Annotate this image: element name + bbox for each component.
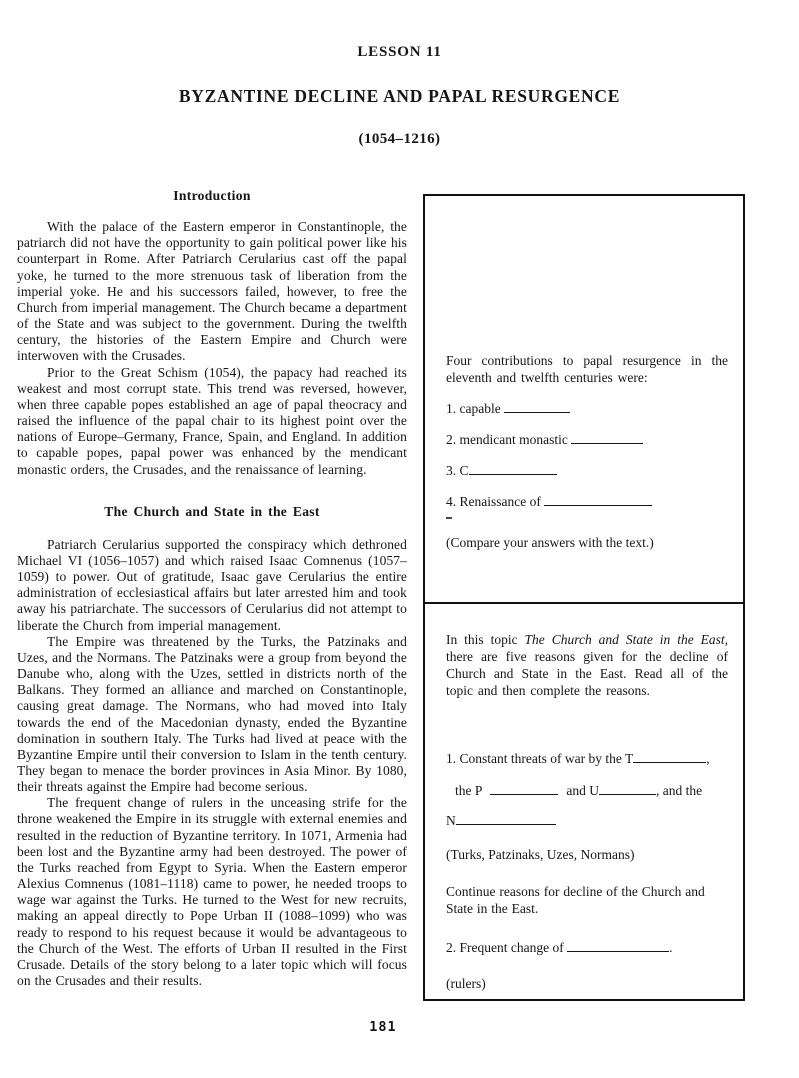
worksheet-item-1-line-1 (446, 750, 728, 767)
blank-line (567, 941, 669, 952)
item-suffix: . (669, 940, 673, 955)
page-title: BYZANTINE DECLINE AND PAPAL RESURGENCE (178, 86, 621, 106)
section-paragraph-3: The frequent change of rulers in the unceasing strife for the throne weakened the Empire in its struggle with external enemies and resulted in the reduction of Byzantine territory. In 1071, Armenia had been lost and the Byzantine army had been destroyed. The power of the Turks reached from Egypt to Syria. When the Eastern emperor Alexius Comnenus (1081–1118) came to power, he needed troops to wage war against the Turks. He turned to the West for new recruits, making an appeal directly to Pope Urban II (1088–1099) who was ready to respond to his request because it would be advantageous to the Church of the West. The efforts of Urban II resulted in the First Crusade. Details of the story belong to a later topic which will focus on the Crusades and their results. (17, 795, 407, 989)
item-suffix: , (706, 751, 710, 766)
worksheet-item-1 (446, 400, 728, 417)
worksheet-item-3 (446, 462, 728, 479)
blank-line (456, 814, 556, 825)
worksheet-item-1-line-2 (446, 782, 728, 799)
item-suffix: , and the (656, 783, 703, 798)
item-label: 1. Constant threats of war by the T (446, 751, 634, 766)
prompt-text: In this topic (446, 632, 525, 647)
stray-mark (446, 517, 728, 522)
date-range: (1054–1216) (358, 131, 441, 147)
item-label: N (446, 813, 456, 828)
answer-key-note: (Turks, Patzinaks, Uzes, Normans) (446, 847, 635, 862)
worksheet-prompt (446, 631, 728, 699)
item-label: 2. Frequent change of (446, 940, 568, 955)
blank-line (571, 433, 643, 444)
topic-title-italic: The Church and State in the East (524, 632, 725, 647)
item-label: 2. mendicant monastic (446, 432, 572, 447)
lesson-number: LESSON 11 (357, 44, 442, 60)
prompt-text: , there are five reasons given for the decline of Church and State in the East. Read all of the topic and then complete the reasons. (446, 632, 728, 698)
intro-paragraph-1: With the palace of the Eastern emperor in Constantinople, the patriarch did not have the opportunity to gain political power like his counterpart in Rome. After Patriarch Cerularius cast off the papal yoke, he turned to the more strenuous task of liberation from the imperial yoke. He and his successors failed, however, to free the Church from imperial management. The Church became a department of the State and was subject to the government. During the twelfth century, the histories of the Eastern Empire and Church were interwoven with the Crusades. (17, 219, 407, 364)
page-number: 181 (369, 1019, 397, 1035)
worksheet-box-decline-reasons (423, 602, 745, 1001)
item-label: and U (566, 783, 600, 798)
worksheet-item-4 (446, 493, 728, 510)
blank-line (544, 495, 652, 506)
compare-note: (Compare your answers with the text.) (446, 535, 654, 550)
section-paragraph-2: The Empire was threatened by the Turks, the Patzinaks and Uzes, and the Normans. The Patzinaks were a group from beyond the Danube who, along with the Uzes, settled in districts north of the Balkans. They formed an alliance and marched on Constantinople, causing great damage. The Normans, who had moved into Italy towards the end of the Macedonian dynasty, ended the Byzantine domination in southern Italy. The Turks had lived at peace with the Byzantine Empire until their conversion to Islam in the tenth century. They began to menace the border provinces in Asia Minor. By 1080, their threats against the Empire had become serious. (17, 633, 407, 795)
intro-paragraph-2: Prior to the Great Schism (1054), the papacy had reached its weakest and most corrupt state. This trend was reversed, however, when three capable popes established an age of papal theocracy and raised the influence of the papal chair to its highest point over the nations of Europe–Germany, France, Spain, and England. In addition to capable popes, papal power was enhanced by the mendicant monastic orders, the Crusades, and the renaissance of learning. (17, 364, 407, 477)
item-label: 4. Renaissance of (446, 494, 545, 509)
worksheet-item-2 (446, 431, 728, 448)
item-label: 3. C (446, 463, 469, 478)
item-label: the P (455, 783, 483, 798)
worksheet-prompt: Four contributions to papal resurgence in the eleventh and twelfth centuries were: (446, 353, 728, 385)
worksheet-item-2 (446, 939, 728, 956)
item-label: 1. capable (446, 401, 505, 416)
section-paragraph-1: Patriarch Cerularius supported the conspiracy which dethroned Michael VI (1056–1057) and which raised Isaac Comnenus (1057–1059) to power. Out of gratitude, Isaac gave Cerularius the entire administration of ecclesiastical affairs but later arrested him and took away his patriarchate. The successors of Cerularius did not attempt to liberate the Church from imperial management. (17, 536, 407, 633)
worksheet-box-contributions (423, 194, 745, 604)
blank-line (633, 752, 706, 763)
blank-line (504, 402, 570, 413)
intro-heading: Introduction (173, 188, 251, 203)
answer-key-note: (rulers) (446, 976, 486, 991)
blank-line (490, 784, 558, 795)
section-heading: The Church and State in the East (104, 503, 320, 519)
blank-line (599, 784, 656, 795)
worksheet-item-1-line-3 (446, 812, 728, 829)
article-column (17, 188, 407, 989)
continue-instruction: Continue reasons for decline of the Church and State in the East. (446, 884, 705, 916)
blank-line (469, 464, 557, 475)
